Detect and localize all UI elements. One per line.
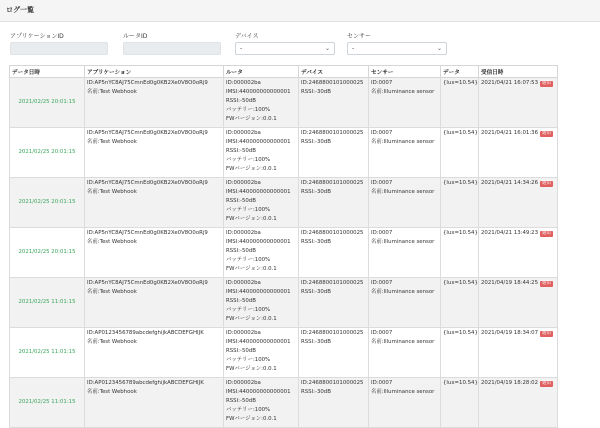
table-row[interactable]	[10, 228, 558, 278]
sensor-id: ID:0007	[371, 180, 393, 186]
received-time-cell	[479, 178, 558, 228]
router-battery: バッテリー:100%	[226, 207, 271, 214]
data-time-cell: 2021/02/25 11:01:15	[10, 328, 85, 378]
column-header-sensor[interactable]: センサー	[369, 66, 441, 78]
router-imsi: IMSI:440000000000001	[226, 139, 291, 146]
router-battery: バッテリー:100%	[226, 157, 271, 164]
device-id: ID:2468800101000025	[301, 380, 364, 386]
chevron-down-icon: ⌄	[324, 45, 330, 52]
data-cell: {lux=10.54}	[441, 328, 479, 378]
device-cell	[299, 228, 369, 278]
application-id-input[interactable]	[10, 42, 108, 55]
router-id: ID:000002ba	[226, 280, 261, 286]
notification-badge[interactable]: 通知	[542, 80, 551, 86]
application-id: ID:AP0123456789abcdefghijkABCDEFGHIJK	[87, 330, 204, 336]
received-time: 2021/04/21 16:07:53	[481, 80, 538, 86]
router-id: ID:000002ba	[226, 330, 261, 336]
device-rssi: RSSI:-30dB	[301, 339, 331, 346]
sensor-cell	[369, 378, 441, 428]
router-cell	[224, 128, 299, 178]
sensor-name: 名前:Illuminance sensor	[371, 339, 435, 346]
column-header-data-time[interactable]: データ日時	[10, 66, 85, 78]
router-id: ID:000002ba	[226, 230, 261, 236]
router-cell	[224, 78, 299, 128]
data-cell: {lux=10.54}	[441, 228, 479, 278]
application-name: 名前:Test Webhook	[87, 339, 137, 346]
application-cell	[85, 278, 224, 328]
router-rssi: RSSI:-50dB	[226, 398, 256, 405]
router-cell	[224, 228, 299, 278]
router-battery: バッテリー:100%	[226, 307, 271, 314]
page-title: ログ一覧	[6, 6, 34, 14]
data-time-cell: 2021/02/25 11:01:15	[10, 278, 85, 328]
sensor-id: ID:0007	[371, 280, 393, 286]
sensor-cell	[369, 328, 441, 378]
received-time: 2021/04/21 16:01:36	[481, 130, 538, 136]
device-rssi: RSSI:-30dB	[301, 289, 331, 296]
router-cell	[224, 178, 299, 228]
router-rssi: RSSI:-50dB	[226, 148, 256, 155]
application-name: 名前:Test Webhook	[87, 389, 137, 396]
router-battery: バッテリー:100%	[226, 357, 271, 364]
device-select-value: -	[240, 45, 243, 52]
notification-badge[interactable]: 通知	[542, 130, 551, 136]
application-id: ID:AP0123456789abcdefghijkABCDEFGHIJK	[87, 380, 204, 386]
application-cell	[85, 328, 224, 378]
router-fw-version: FWバージョン:0.0.1	[226, 266, 277, 273]
data-time-cell: 2021/02/25 20:01:15	[10, 128, 85, 178]
sensor-cell	[369, 178, 441, 228]
router-battery: バッテリー:100%	[226, 407, 271, 414]
notification-badge[interactable]: 通知	[542, 280, 551, 286]
notification-badge[interactable]: 通知	[542, 380, 551, 386]
device-select[interactable]	[235, 42, 335, 55]
router-fw-version: FWバージョン:0.0.1	[226, 416, 277, 423]
device-label: デバイス	[235, 33, 259, 40]
router-rssi: RSSI:-50dB	[226, 198, 256, 205]
received-time-cell	[479, 78, 558, 128]
notification-badge[interactable]: 通知	[542, 330, 551, 336]
router-cell	[224, 378, 299, 428]
device-rssi: RSSI:-30dB	[301, 239, 331, 246]
application-name: 名前:Test Webhook	[87, 189, 137, 196]
device-id: ID:2468800101000025	[301, 130, 364, 136]
data-cell: {lux=10.54}	[441, 128, 479, 178]
sensor-id: ID:0007	[371, 80, 393, 86]
sensor-cell	[369, 128, 441, 178]
router-rssi: RSSI:-50dB	[226, 298, 256, 305]
application-cell	[85, 378, 224, 428]
received-time: 2021/04/19 18:44:25	[481, 280, 538, 286]
device-cell	[299, 178, 369, 228]
router-id: ID:000002ba	[226, 80, 261, 86]
sensor-name: 名前:Illuminance sensor	[371, 189, 435, 196]
device-cell	[299, 78, 369, 128]
received-time-cell	[479, 128, 558, 178]
notification-badge[interactable]: 通知	[542, 180, 551, 186]
received-time: 2021/04/21 14:34:26	[481, 180, 538, 186]
application-cell	[85, 128, 224, 178]
device-rssi: RSSI:-30dB	[301, 389, 331, 396]
router-id: ID:000002ba	[226, 180, 261, 186]
notification-badge[interactable]: 通知	[542, 230, 551, 236]
application-id: ID:AP5nYC8AJ75CmnEd0g0KB2Xe0V8O0oRj9	[87, 280, 208, 286]
router-imsi: IMSI:440000000000001	[226, 289, 291, 296]
received-time: 2021/04/21 13:49:23	[481, 230, 538, 236]
data-cell: {lux=10.54}	[441, 378, 479, 428]
data-cell: {lux=10.54}	[441, 278, 479, 328]
sensor-cell	[369, 228, 441, 278]
application-name: 名前:Test Webhook	[87, 89, 137, 96]
device-cell	[299, 378, 369, 428]
column-header-received-time[interactable]: 受信日時	[479, 66, 558, 78]
router-id-input[interactable]	[123, 42, 221, 55]
device-id: ID:2468800101000025	[301, 180, 364, 186]
application-id: ID:AP5nYC8AJ75CmnEd0g0KB2Xe0V8O0oRj9	[87, 180, 208, 186]
received-time: 2021/04/19 18:34:07	[481, 330, 538, 336]
application-name: 名前:Test Webhook	[87, 239, 137, 246]
column-header-router[interactable]: ルータ	[224, 66, 299, 78]
sensor-id: ID:0007	[371, 130, 393, 136]
router-battery: バッテリー:100%	[226, 107, 271, 114]
router-fw-version: FWバージョン:0.0.1	[226, 116, 277, 123]
application-id: ID:AP5nYC8AJ75CmnEd0g0KB2Xe0V8O0oRj9	[87, 130, 208, 136]
application-name: 名前:Test Webhook	[87, 139, 137, 146]
router-fw-version: FWバージョン:0.0.1	[226, 216, 277, 223]
sensor-id: ID:0007	[371, 380, 393, 386]
device-cell	[299, 278, 369, 328]
router-imsi: IMSI:440000000000001	[226, 189, 291, 196]
application-id: ID:AP5nYC8AJ75CmnEd0g0KB2Xe0V8O0oRj9	[87, 80, 208, 86]
sensor-id: ID:0007	[371, 230, 393, 236]
router-imsi: IMSI:440000000000001	[226, 89, 291, 96]
data-time-cell: 2021/02/25 11:01:15	[10, 378, 85, 428]
device-id: ID:2468800101000025	[301, 330, 364, 336]
device-rssi: RSSI:-30dB	[301, 139, 331, 146]
application-cell	[85, 178, 224, 228]
router-battery: バッテリー:100%	[226, 257, 271, 264]
router-id: ID:000002ba	[226, 130, 261, 136]
router-imsi: IMSI:440000000000001	[226, 239, 291, 246]
table-header-row	[10, 66, 558, 78]
router-cell	[224, 278, 299, 328]
table-body	[10, 78, 558, 428]
application-name: 名前:Test Webhook	[87, 289, 137, 296]
column-header-device[interactable]: デバイス	[299, 66, 369, 78]
application-id: ID:AP5nYC8AJ75CmnEd0g0KB2Xe0V8O0oRj9	[87, 230, 208, 236]
column-header-data[interactable]: データ	[441, 66, 479, 78]
sensor-name: 名前:Illuminance sensor	[371, 389, 435, 396]
table-row[interactable]	[10, 328, 558, 378]
sensor-id: ID:0007	[371, 330, 393, 336]
table-row[interactable]	[10, 128, 558, 178]
page-header	[0, 0, 600, 22]
table-row[interactable]	[10, 78, 558, 128]
device-rssi: RSSI:-30dB	[301, 89, 331, 96]
table-row[interactable]	[10, 378, 558, 428]
router-rssi: RSSI:-50dB	[226, 348, 256, 355]
router-cell	[224, 328, 299, 378]
device-cell	[299, 328, 369, 378]
data-time-cell: 2021/02/25 20:01:15	[10, 178, 85, 228]
router-rssi: RSSI:-50dB	[226, 248, 256, 255]
router-id: ID:000002ba	[226, 380, 261, 386]
sensor-select[interactable]	[347, 42, 447, 55]
router-fw-version: FWバージョン:0.0.1	[226, 366, 277, 373]
log-table	[9, 65, 558, 428]
router-imsi: IMSI:440000000000001	[226, 339, 291, 346]
application-cell	[85, 78, 224, 128]
sensor-cell	[369, 78, 441, 128]
data-time-cell: 2021/02/25 20:01:15	[10, 78, 85, 128]
router-imsi: IMSI:440000000000001	[226, 389, 291, 396]
sensor-cell	[369, 278, 441, 328]
router-fw-version: FWバージョン:0.0.1	[226, 166, 277, 173]
sensor-label: センサー	[347, 33, 372, 40]
table-row[interactable]	[10, 278, 558, 328]
sensor-select-value: -	[352, 45, 355, 52]
sensor-name: 名前:Illuminance sensor	[371, 239, 435, 246]
received-time-cell	[479, 228, 558, 278]
device-cell	[299, 128, 369, 178]
sensor-name: 名前:Illuminance sensor	[371, 289, 435, 296]
application-id-label: アプリケーションID	[10, 33, 64, 40]
received-time: 2021/04/19 18:28:02	[481, 380, 538, 386]
data-cell: {lux=10.54}	[441, 178, 479, 228]
router-rssi: RSSI:-50dB	[226, 98, 256, 105]
table-row[interactable]	[10, 178, 558, 228]
data-time-cell: 2021/02/25 20:01:15	[10, 228, 85, 278]
device-id: ID:2468800101000025	[301, 230, 364, 236]
chevron-down-icon: ⌄	[436, 45, 442, 52]
data-cell: {lux=10.54}	[441, 78, 479, 128]
router-id-label: ルータID	[123, 33, 148, 40]
application-cell	[85, 228, 224, 278]
sensor-name: 名前:Illuminance sensor	[371, 139, 435, 146]
received-time-cell	[479, 378, 558, 428]
filter-bar	[0, 22, 600, 64]
received-time-cell	[479, 328, 558, 378]
sensor-name: 名前:Illuminance sensor	[371, 89, 435, 96]
column-header-application[interactable]: アプリケーション	[85, 66, 224, 78]
device-id: ID:2468800101000025	[301, 280, 364, 286]
device-rssi: RSSI:-30dB	[301, 189, 331, 196]
device-id: ID:2468800101000025	[301, 80, 364, 86]
router-fw-version: FWバージョン:0.0.1	[226, 316, 277, 323]
received-time-cell	[479, 278, 558, 328]
